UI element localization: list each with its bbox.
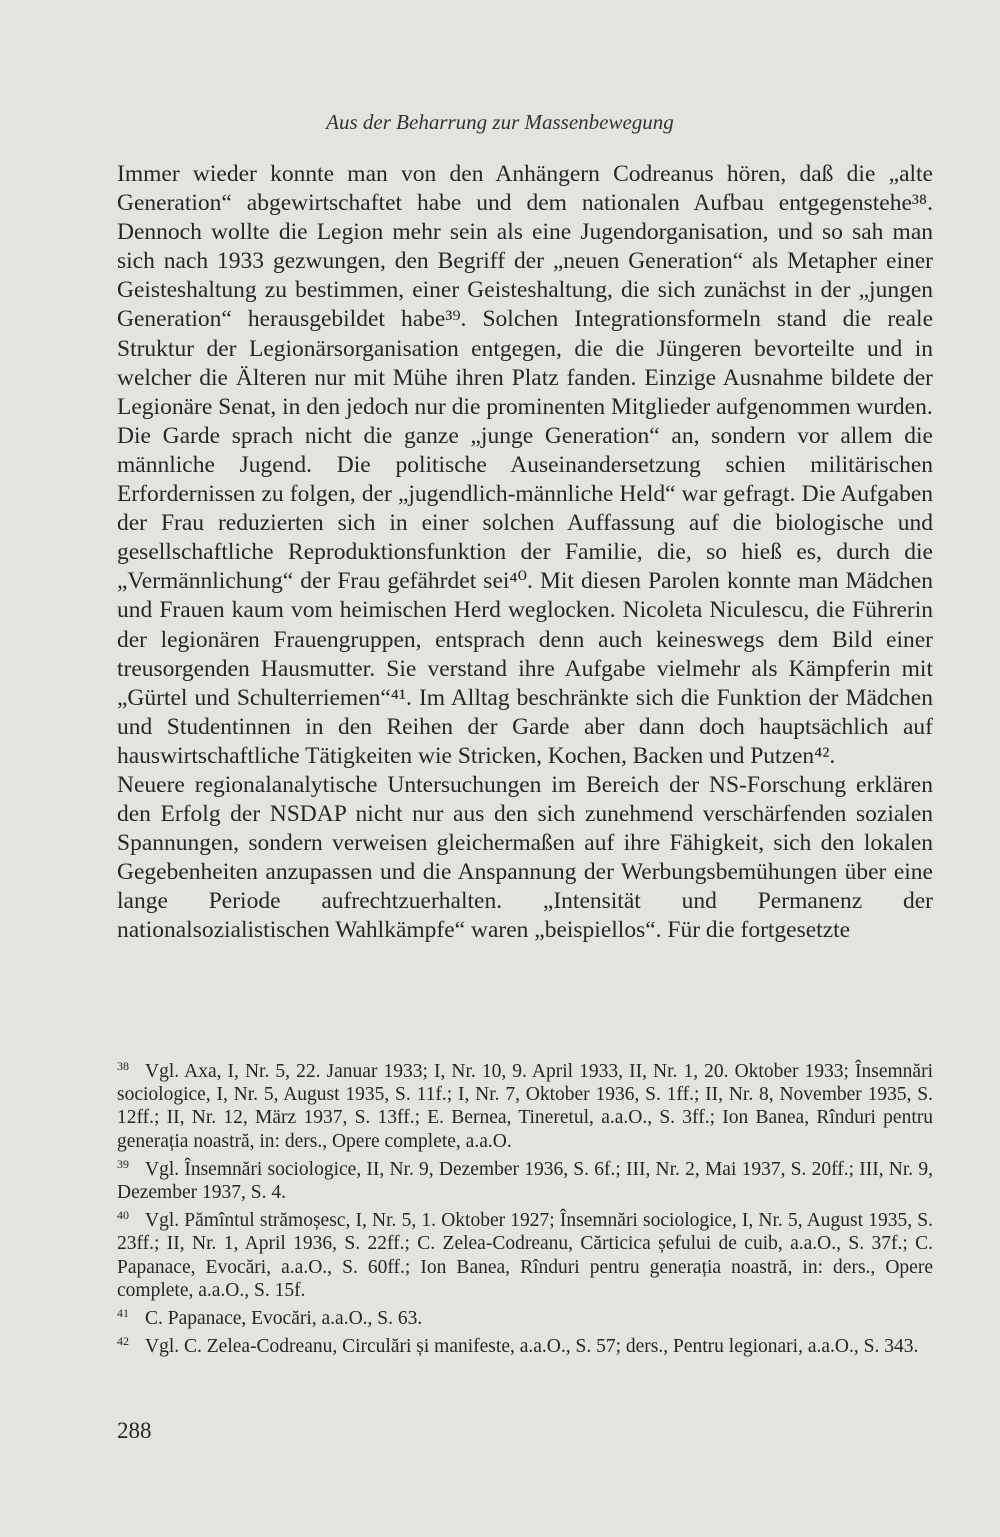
- footnote-number: 42: [117, 1334, 129, 1349]
- paragraph-2: Die Garde sprach nicht die ganze „junge Generation“ an, sondern vor allem die männliche Jugend. Die politische Auseinandersetzung schien militärischen Erfordernissen zu folgen, der „jugendlich-männliche Held“ war gefragt. Die Aufgaben der Frau reduzierten sich in einer solchen Auffassung auf die biologische und gesellschaftliche Reproduktionsfunktion der Familie, die, so hieß es, durch die „Vermännlichung“ der Frau gefährdet sei⁴⁰. Mit diesen Parolen konnte man Mädchen und Frauen kaum vom heimischen Herd weglocken. Nicoleta Niculescu, die Führerin der legionären Frauengruppen, entsprach denn auch keineswegs dem Bild einer treusorgenden Hausmutter. Sie verstand ihre Aufgabe vielmehr als Kämpferin mit „Gürtel und Schulterriemen“⁴¹. Im Alltag beschränkte sich die Funktion der Mädchen und Studentinnen in den Reihen der Garde aber dann doch hauptsächlich auf hauswirtschaftliche Tätigkeiten wie Stricken, Kochen, Backen und Putzen⁴².: [117, 422, 933, 769]
- footnote-text: Vgl. C. Zelea-Codreanu, Circulări și manifeste, a.a.O., S. 57; ders., Pentru legionari, a.a.O., S. 343.: [145, 1336, 919, 1358]
- body-text: [117, 160, 933, 946]
- footnote: [117, 1330, 933, 1358]
- footnote: [117, 1055, 933, 1153]
- paragraph-3: Neuere regionalanalytische Untersuchungen im Bereich der NS-Forschung erklären den Erfolg der NSDAP nicht nur aus den sich zunehmend verschärfenden sozialen Spannungen, sondern verweisen gleichermaßen auf ihre Fähigkeit, sich den lokalen Gegebenheiten anzupassen und die Anspannung der Werbungsbemühungen über eine lange Periode aufrechtzuerhalten. „Intensität und Permanenz der nationalsozialistischen Wahlkämpfe“ waren „beispiellos“. Für die fortgesetzte: [117, 771, 933, 944]
- footnote-number: 40: [117, 1208, 129, 1223]
- footnote: [117, 1204, 933, 1302]
- footnote: [117, 1153, 933, 1204]
- running-head: Aus der Beharrung zur Massenbewegung: [326, 110, 674, 134]
- footnote-number: 39: [117, 1156, 129, 1171]
- footnote: [117, 1302, 933, 1330]
- footnote-text: Vgl. Pămîntul strămoșesc, I, Nr. 5, 1. Oktober 1927; Însemnări sociologice, I, Nr. 5, August 1935, S. 23ff.; II, Nr. 1, April 1936, S. 22ff.; C. Zelea-Codreanu, Cărticica șefului de cuib, a.a.O., S. 37f.; C. Papanace, Evocări, a.a.O., S. 60ff.; Ion Banea, Rînduri pentru generația noastră, in: ders., Opere complete, a.a.O., S. 15f.: [117, 1210, 933, 1301]
- footnote-number: 38: [117, 1059, 129, 1073]
- footnote-text: Vgl. Însemnări sociologice, II, Nr. 9, Dezember 1936, S. 6f.; III, Nr. 2, Mai 1937, S. 20ff.; III, Nr. 9, Dezember 1937, S. 4.: [117, 1158, 933, 1204]
- paragraph-1: Immer wieder konnte man von den Anhängern Codreanus hören, daß die „alte Generation“ abgewirtschaftet habe und dem nationalen Aufbau entgegenstehe³⁸. Dennoch wollte die Legion mehr sein als eine Jugendorganisation, und so sah man sich nach 1933 gezwungen, den Begriff der „neuen Generation“ als Metapher einer Geisteshaltung zu bestimmen, einer Geisteshaltung, die sich zunächst in der „jungen Generation“ herausgebildet habe³⁹. Solchen Integrationsformeln stand die reale Struktur der Legionärsorganisation entgegen, die die Jüngeren bevorteilte und in welcher die Älteren nur mit Mühe ihren Platz fanden. Einzige Ausnahme bildete der Legionäre Senat, in den jedoch nur die prominenten Mitglieder aufgenommen wurden.: [117, 161, 933, 420]
- footnote-text: C. Papanace, Evocări, a.a.O., S. 63.: [145, 1308, 423, 1330]
- page-number: 288: [117, 1418, 152, 1443]
- footnote-number: 41: [117, 1306, 129, 1321]
- footnotes: [117, 1055, 933, 1358]
- footnote-text: Vgl. Axa, I, Nr. 5, 22. Januar 1933; I, Nr. 10, 9. April 1933, II, Nr. 1, 20. Oktober 1933; Însemnări sociologice, I, Nr. 5, August 1935, S. 11f.; I, Nr. 7, Oktober 1936, S. 1ff.; II, Nr. 8, November 1935, S. 12ff.; II, Nr. 12, März 1937, S. 13ff.; E. Bernea, Tineretul, a.a.O., S. 3ff.; Ion Banea, Rînduri pentru generația noastră, in: ders., Opere complete, a.a.O.: [117, 1061, 933, 1152]
